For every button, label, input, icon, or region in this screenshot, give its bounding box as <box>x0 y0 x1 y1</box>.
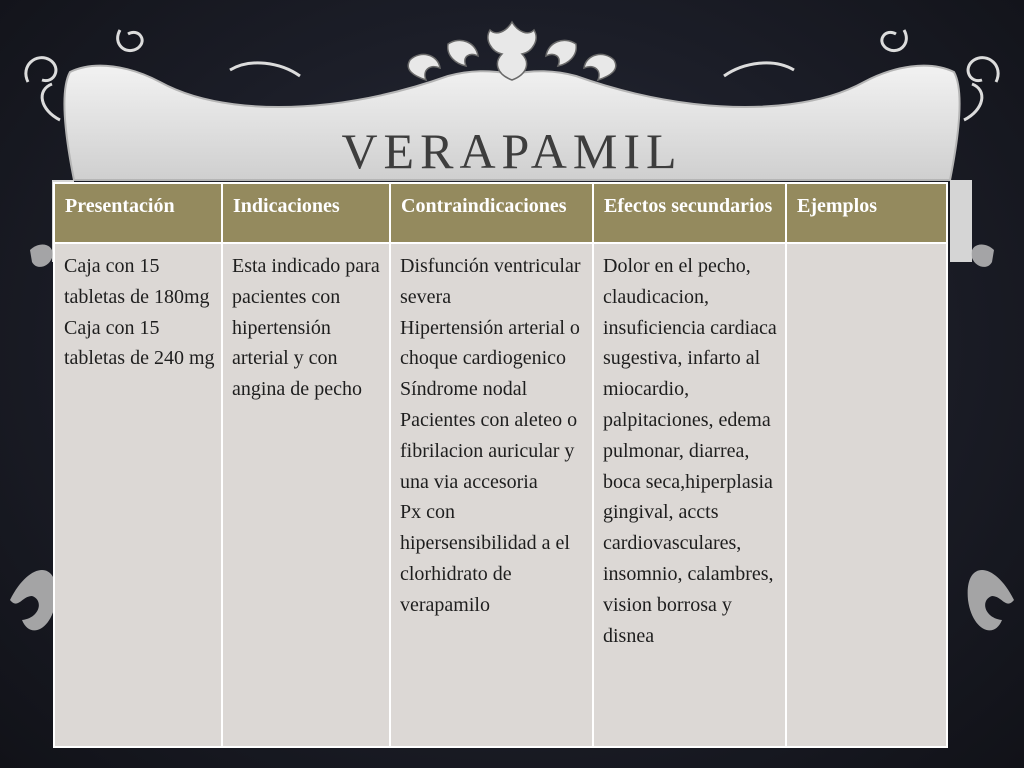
header-indicaciones: Indicaciones <box>222 183 390 243</box>
cell-presentacion: Caja con 15 tabletas de 180mg Caja con 15 tabletas de 240 mg <box>54 243 222 747</box>
cell-indicaciones: Esta indicado para pacientes con hipertensión arterial y con angina de pecho <box>222 243 390 747</box>
header-ejemplos: Ejemplos <box>786 183 947 243</box>
table-row <box>54 243 947 747</box>
header-presentacion: Presentación <box>54 183 222 243</box>
cell-contraindicaciones: Disfunción ventricular severa Hipertensión arterial o choque cardiogenico Síndrome nodal Pacientes con aleteo o fibrilacion auricular y una via accesoria Px con hipersensibilidad a el clorhidrato de verapamilo <box>390 243 593 747</box>
slide-title: VERAPAMIL <box>341 123 683 179</box>
table-header-row <box>54 183 947 243</box>
cell-efectos-secundarios: Dolor en el pecho, claudicacion, insuficiencia cardiaca sugestiva, infarto al miocardio, palpitaciones, edema pulmonar, diarrea, boca seca,hiperplasia gingival, accts cardiovasculares, insomnio, calambres, vision borrosa y disnea <box>593 243 786 747</box>
crest-ornament <box>408 22 616 80</box>
header-efectos-secundarios: Efectos secundarios <box>593 183 786 243</box>
header-contraindicaciones: Contraindicaciones <box>390 183 593 243</box>
drug-info-table <box>53 182 948 748</box>
cell-ejemplos <box>786 243 947 747</box>
